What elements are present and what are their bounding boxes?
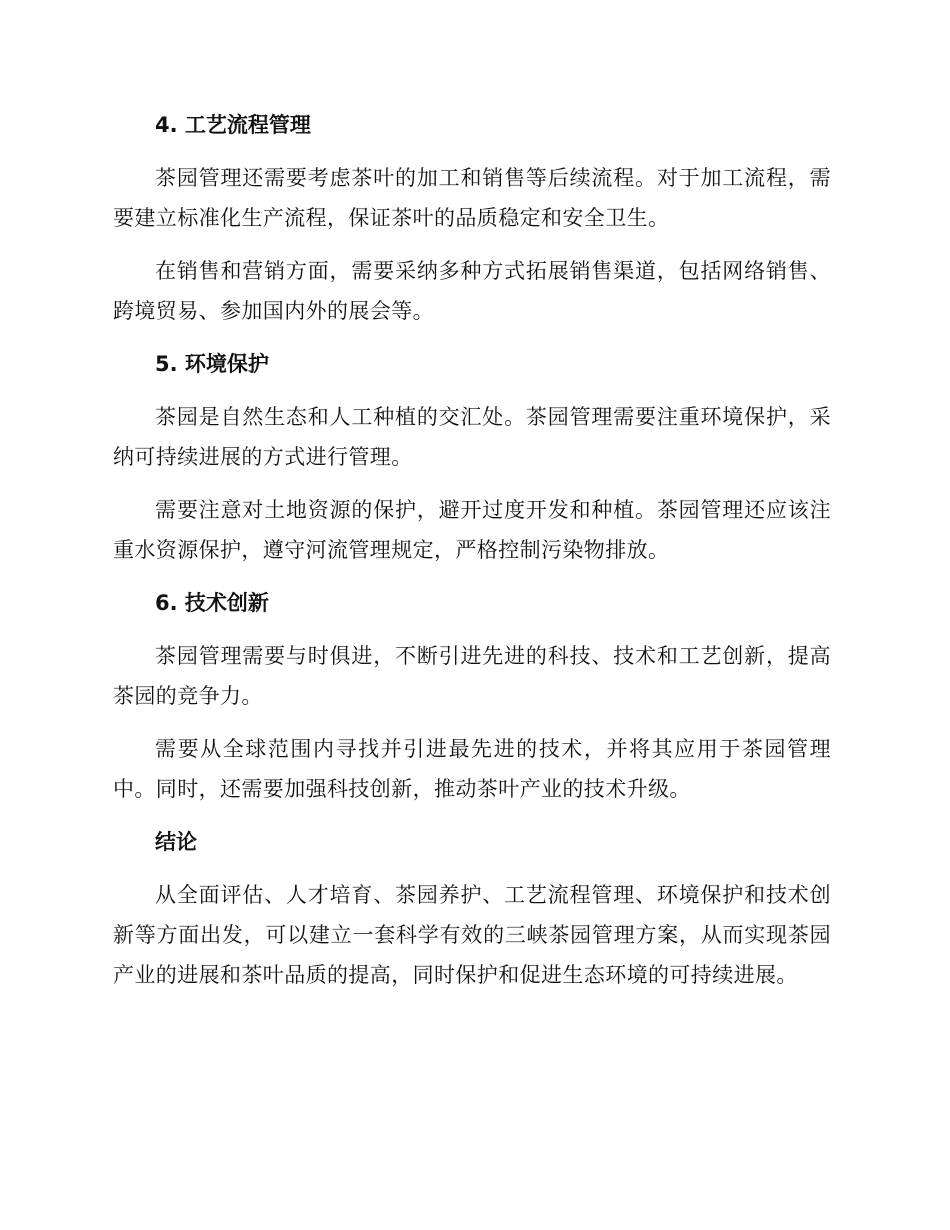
paragraph-process-1: 茶园管理还需要考虑茶叶的加工和销售等后续流程。对于加工流程，需要建立标准化生产流程，保证茶叶的品质稳定和安全卫生。: [113, 166, 831, 230]
section-heading-technology: 6. 技术创新: [155, 591, 269, 615]
paragraph-technology-2: 需要从全球范围内寻找并引进最先进的技术，并将其应用于茶园管理中。同时，还需要加强科技创新，推动茶叶产业的技术升级。: [113, 737, 831, 801]
paragraph-technology-1: 茶园管理需要与时俱进，不断引进先进的科技、技术和工艺创新，提高茶园的竞争力。: [113, 644, 831, 708]
document-page: [113, 105, 831, 995]
paragraph-environment-2: 需要注意对土地资源的保护，避开过度开发和种植。茶园管理还应该注重水资源保护，遵守河流管理规定，严格控制污染物排放。: [113, 498, 831, 562]
section-heading-environment: 5. 环境保护: [155, 352, 269, 376]
section-heading-process: 4. 工艺流程管理: [155, 113, 311, 137]
paragraph-conclusion-1: 从全面评估、人才培育、茶园养护、工艺流程管理、环境保护和技术创新等方面出发，可以建立一套科学有效的三峡茶园管理方案，从而实现茶园产业的进展和茶叶品质的提高，同时保护和促进生态环境的可持续进展。: [113, 883, 831, 987]
section-heading-conclusion: 结论: [155, 830, 197, 854]
paragraph-process-2: 在销售和营销方面，需要采纳多种方式拓展销售渠道，包括网络销售、跨境贸易、参加国内外的展会等。: [113, 259, 831, 323]
paragraph-environment-1: 茶园是自然生态和人工种植的交汇处。茶园管理需要注重环境保护，采纳可持续进展的方式进行管理。: [113, 405, 831, 469]
